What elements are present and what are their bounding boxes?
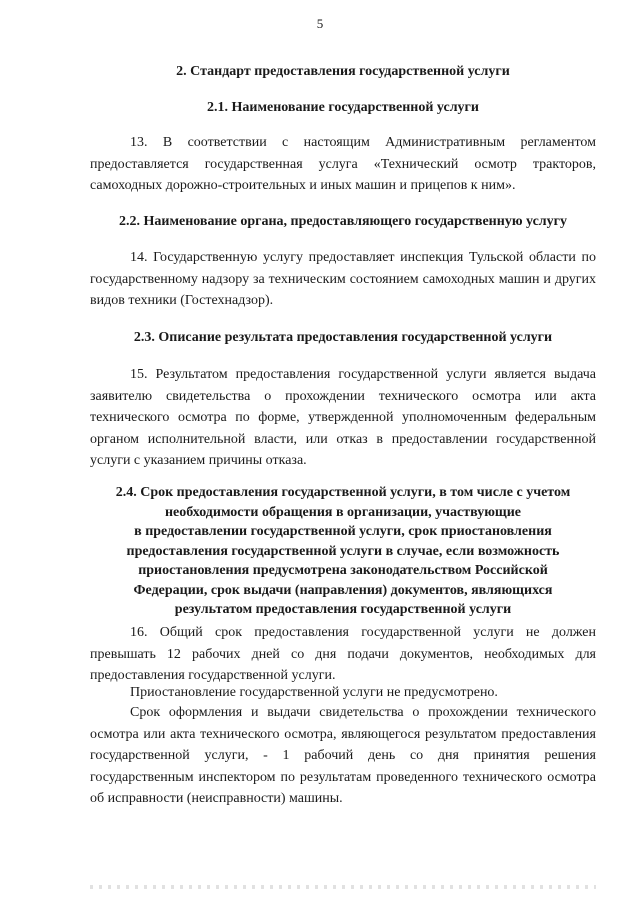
section-2-4-title-line: результатом предоставления государственной услуги bbox=[174, 602, 512, 617]
paragraph-13-text: 13. В соответствии с настоящим Административным регламентом предоставляется государственная услуга «Технический осмотр тракторов, самоходных дорожно-строительных и иных машин и прицепов к ним». bbox=[90, 135, 596, 194]
section-2-4-title bbox=[80, 483, 606, 620]
paragraph-term bbox=[90, 702, 596, 810]
section-2-4-title-line: необходимости обращения в организации, участвующие bbox=[164, 504, 522, 520]
section-2-4-title-line: предоставления государственной услуги в случае, если возможность bbox=[126, 543, 560, 559]
paragraph-suspension bbox=[90, 682, 596, 704]
paragraph-16-text: 16. Общий срок предоставления государственной услуги не должен превышать 12 рабочих дней со дня подачи документов, необходимых для предоставления государственной услуги. bbox=[90, 625, 596, 684]
section-2-4-title-line: 2.4. Срок предоставления государственной услуги, в том числе с учетом bbox=[115, 485, 571, 500]
section-2-4-title-line: Федерации, срок выдачи (направления) документов, являющихся bbox=[133, 582, 553, 598]
section-2-3-title: 2.3. Описание результата предоставления государственной услуги bbox=[133, 330, 553, 345]
paragraph-term-text: Срок оформления и выдачи свидетельства о прохождении технического осмотра или акта технического осмотра, являющегося результатом предоставления государственной услуги, - 1 рабочий день со дня принятия решения государственным инспектором по результатам проведенного технического осмотра об исправности (неисправности) машины. bbox=[90, 705, 596, 807]
page-number: 5 bbox=[316, 16, 324, 31]
paragraph-14-text: 14. Государственную услугу предоставляет инспекция Тульской области по государственному надзору за техническим состоянием самоходных машин и других видов техники (Гостехнадзор). bbox=[90, 250, 596, 309]
paragraph-suspension-text: Приостановление государственной услуги не предусмотрено. bbox=[130, 685, 498, 700]
scan-noise bbox=[90, 885, 596, 889]
section-2-title: 2. Стандарт предоставления государственной услуги bbox=[176, 64, 510, 79]
paragraph-15 bbox=[90, 364, 596, 472]
section-2-2-title: 2.2. Наименование органа, предоставляющего государственную услугу bbox=[118, 214, 568, 229]
paragraph-14 bbox=[90, 247, 596, 312]
section-2-4-title-line: в предоставлении государственной услуги, срок приостановления bbox=[134, 524, 552, 539]
section-2-4-title-line: приостановления предусмотрена законодательством Российской bbox=[138, 563, 548, 578]
paragraph-13 bbox=[90, 132, 596, 197]
section-2-1-title: 2.1. Наименование государственной услуги bbox=[207, 100, 479, 115]
paragraph-15-text: 15. Результатом предоставления государственной услуги является выдача заявителю свидетельства о прохождении технического осмотра или акта технического осмотра по форме, утвержденной уполномоченным федеральным органом исполнительной власти, или отказ в предоставлении государственной услуги с указанием причины отказа. bbox=[90, 367, 596, 469]
paragraph-16 bbox=[90, 622, 596, 687]
